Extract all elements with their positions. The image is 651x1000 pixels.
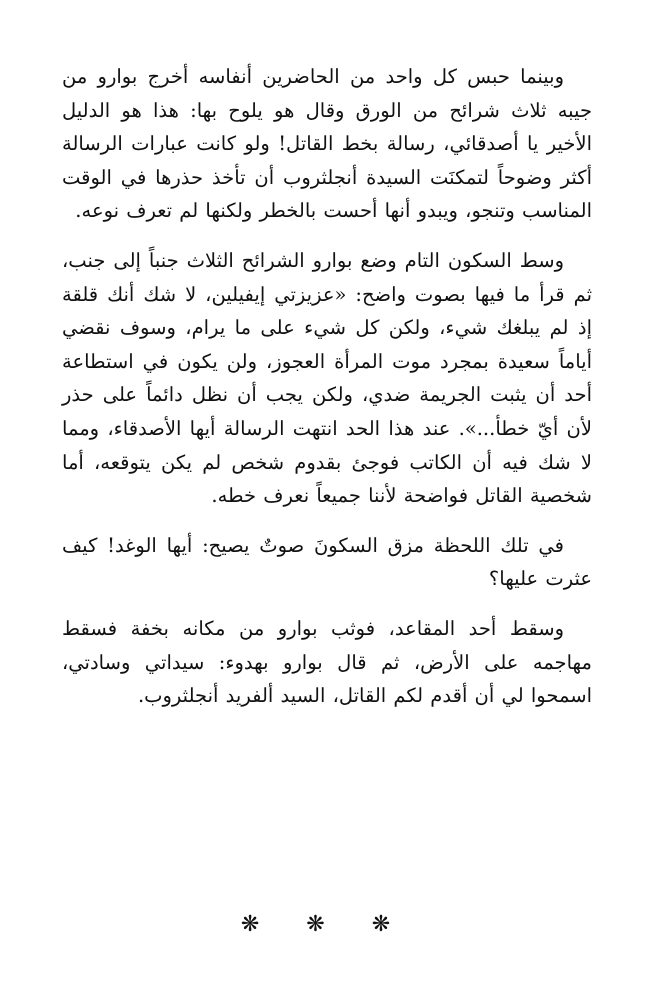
paragraph-4: وسقط أحد المقاعد، فوثب بوارو من مكانه بخفة فسقط مهاجمه على الأرض، ثم قال بوارو بهدوء: سيداتي وسادتي، اسمحوا لي أن أقدم لكم القاتل، السيد ألفريد أنجلثروب.	[62, 616, 592, 708]
book-page-text	[62, 60, 592, 729]
paragraph-3: في تلك اللحظة مزق السكونَ صوتٌ يصيح: أيها الوغد! كيف عثرت عليها؟	[62, 533, 592, 591]
paragraph-1: وبينما حبس كل واحد من الحاضرين أنفاسه أخرج بوارو من جيبه ثلاث شرائح من الورق وقال هو يلوح بها: هذا هو الدليل الأخير يا أصدقائي، رسالة بخط القاتل! ولو كانت عبارات الرسالة أكثر وضوحاً لتمكنَت السيدة أنجلثروب أن تأخذ حذرها في الوقت المناسب وتنجو، ويبدو أنها أحست بالخطر ولكنها لم تعرف نوعه.	[62, 65, 592, 223]
section-break-ornament: ❋ ❋ ❋	[240, 912, 411, 937]
paragraph-2: وسط السكون التام وضع بوارو الشرائح الثلاث جنباً إلى جنب، ثم قرأ ما فيها بصوت واضح: «عزيزتي إيفيلين، لا شك أنك قلقة إذ لم يبلغك شيء، ولكن كل شيء على ما يرام، وسوف نقضي أياماً سعيدة بمجرد موت المرأة العجوز، ولن يكون في استطاعة أحد أن يثبت الجريمة ضدي، ولكن يجب أن نظل دائماً على حذر لأن أيّ خطأ...». عند هذا الحد انتهت الرسالة أيها الأصدقاء، ومما لا شك فيه أن الكاتب فوجئ بقدوم شخص لم يكن يتوقعه، أما شخصية القاتل فواضحة لأننا جميعاً نعرف خطه.	[62, 248, 592, 508]
